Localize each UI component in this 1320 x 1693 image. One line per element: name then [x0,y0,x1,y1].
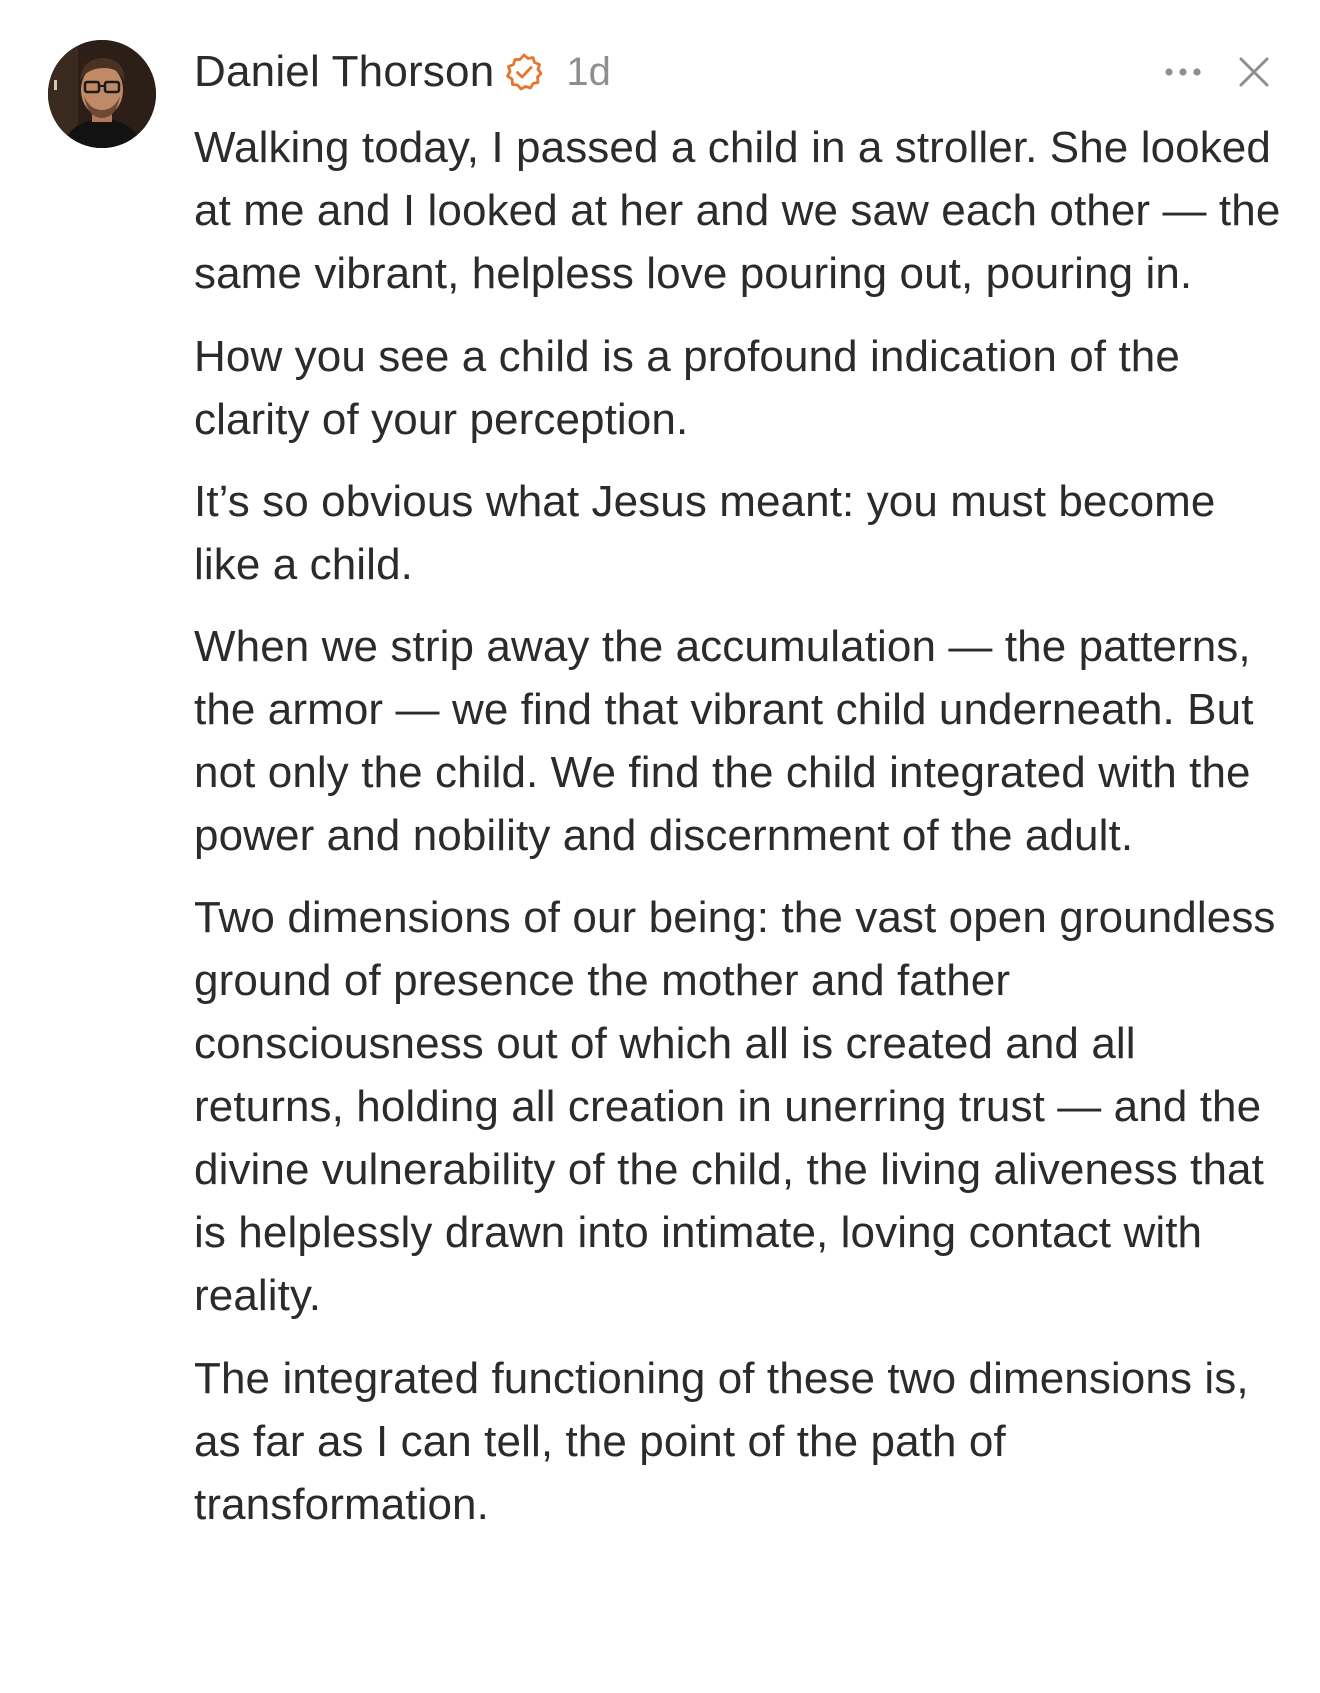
verified-badge-icon [504,52,544,92]
author-name[interactable]: Daniel Thorson [194,47,495,96]
post-paragraph: How you see a child is a profound indication of the clarity of your perception. [194,332,1180,444]
more-options-button[interactable] [1158,54,1208,90]
close-icon [1238,56,1270,88]
post-paragraph: Walking today, I passed a child in a stroller. She looked at me and I looked at her and we saw each other — the same vibrant, helpless love pouring out, pouring in. [194,123,1281,298]
post-body [194,116,1294,1536]
avatar-image [48,40,156,148]
author-avatar[interactable] [48,40,156,148]
post-paragraph: When we strip away the accumulation — the patterns, the armor — we find that vibrant child underneath. But not only the child. We find the child integrated with the power and nobility and discernment of the adult. [194,622,1254,860]
post-paragraph: It’s so obvious what Jesus meant: you must become like a child. [194,477,1216,589]
post-header [194,40,611,104]
post-paragraph: The integrated functioning of these two dimensions is, as far as I can tell, the point of the path of transformation. [194,1354,1249,1529]
post-timestamp: 1d [566,49,611,94]
post-paragraph: Two dimensions of our being: the vast open groundless ground of presence the mother and father consciousness out of which all is created and all returns, holding all creation in unerring trust — and the divine vulnerability of the child, the living aliveness that is helplessly drawn into intimate, loving contact with reality. [194,893,1276,1320]
close-button[interactable] [1232,50,1276,94]
more-options-icon [1163,66,1203,78]
